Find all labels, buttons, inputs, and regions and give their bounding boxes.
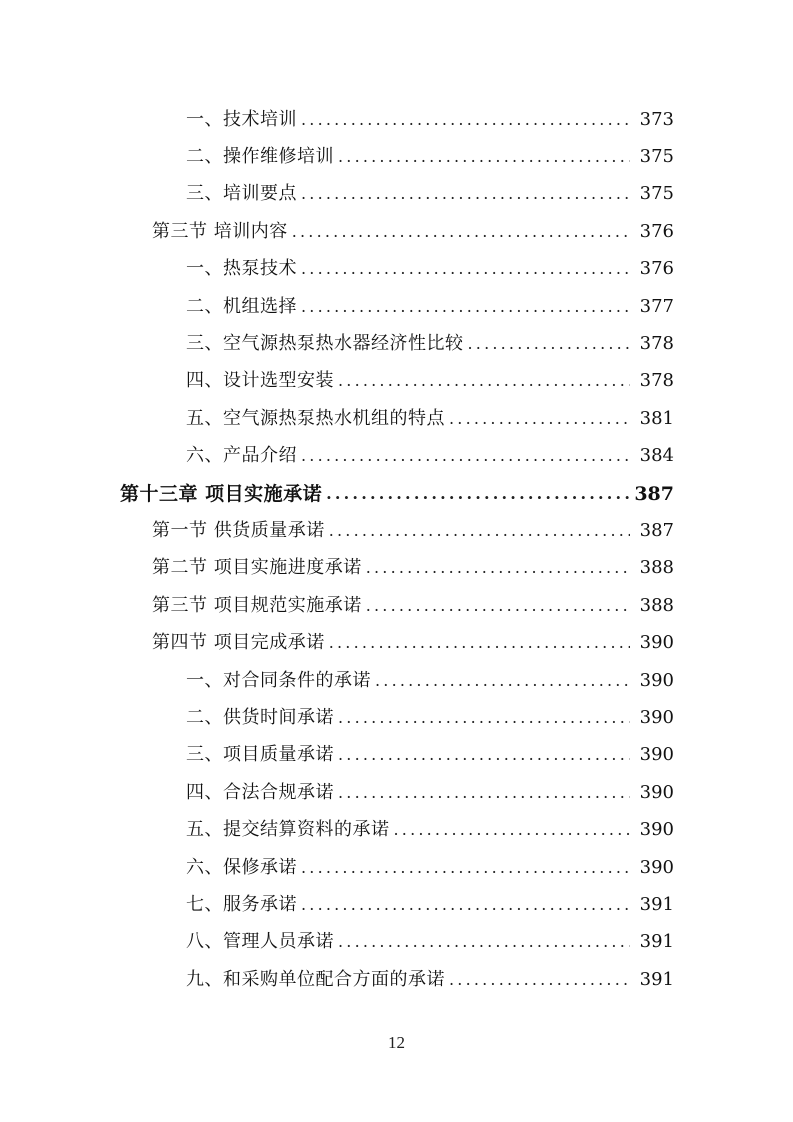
toc-leader-dots: [449, 969, 630, 991]
toc-entry-page: 390: [639, 706, 674, 728]
toc-leader-dots: [329, 520, 630, 542]
toc-entry-page: 376: [639, 220, 674, 242]
toc-leader-dots: [338, 146, 630, 168]
toc-entry-page: 375: [639, 146, 674, 168]
toc-entry-label: 二、供货时间承诺: [186, 706, 334, 728]
toc-entry-page: 378: [639, 333, 674, 355]
toc-leader-dots: [449, 408, 630, 430]
toc-entry-project-quality[interactable]: [0, 737, 793, 774]
toc-entry-page: 387: [634, 482, 674, 505]
toc-entry-label: 七、服务承诺: [186, 893, 297, 915]
toc-entry-page: 391: [639, 893, 674, 915]
toc-entry-label: 第四节 项目完成承诺: [152, 632, 325, 654]
toc-entry-label: 二、操作维修培训: [186, 146, 334, 168]
toc-entry-label: 一、技术培训: [186, 108, 297, 130]
toc-entry-page: 388: [639, 557, 674, 579]
toc-entry-section-supply-quality[interactable]: [0, 512, 793, 549]
toc-entry-operation-maintenance-training[interactable]: [0, 138, 793, 175]
toc-entry-page: 390: [639, 819, 674, 841]
toc-leader-dots: [301, 445, 630, 467]
toc-entry-label: 第三节 培训内容: [152, 220, 288, 242]
table-of-contents: [0, 101, 793, 998]
toc-leader-dots: [394, 819, 631, 841]
toc-entry-label: 九、和采购单位配合方面的承诺: [186, 968, 445, 990]
toc-leader-dots: [301, 296, 630, 318]
toc-entry-management-personnel[interactable]: [0, 924, 793, 961]
toc-entry-page: 387: [639, 519, 674, 541]
toc-entry-page: 384: [639, 445, 674, 467]
toc-leader-dots: [338, 782, 630, 804]
toc-entry-section-standard-implementation[interactable]: [0, 587, 793, 624]
toc-entry-label: 五、提交结算资料的承诺: [186, 819, 390, 841]
toc-entry-economic-comparison[interactable]: [0, 325, 793, 362]
toc-leader-dots: [338, 931, 630, 953]
toc-entry-page: 381: [639, 407, 674, 429]
toc-leader-dots: [301, 258, 630, 280]
toc-entry-label: 第一节 供货质量承诺: [152, 519, 325, 541]
toc-leader-dots: [338, 744, 630, 766]
toc-entry-legal-compliance[interactable]: [0, 774, 793, 811]
toc-entry-label: 四、设计选型安装: [186, 370, 334, 392]
toc-entry-unit-selection[interactable]: [0, 288, 793, 325]
toc-entry-page: 388: [639, 594, 674, 616]
toc-leader-dots: [329, 632, 630, 654]
toc-entry-label: 五、空气源热泵热水机组的特点: [186, 407, 445, 429]
toc-entry-label: 六、保修承诺: [186, 856, 297, 878]
toc-entry-page: 377: [639, 295, 674, 317]
toc-leader-dots: [301, 894, 630, 916]
toc-entry-page: 390: [639, 632, 674, 654]
page-number: 12: [388, 1033, 405, 1052]
toc-entry-section-schedule[interactable]: [0, 550, 793, 587]
toc-entry-page: 390: [639, 744, 674, 766]
toc-leader-dots: [366, 595, 630, 617]
toc-entry-heat-pump-technology[interactable]: [0, 251, 793, 288]
toc-entry-label: 三、项目质量承诺: [186, 744, 334, 766]
toc-entry-page: 375: [639, 183, 674, 205]
toc-entry-page: 390: [639, 781, 674, 803]
toc-leader-dots: [301, 857, 630, 879]
toc-entry-page: 390: [639, 856, 674, 878]
toc-entry-page: 390: [639, 669, 674, 691]
toc-entry-page: 373: [639, 108, 674, 130]
toc-entry-contract-conditions[interactable]: [0, 662, 793, 699]
toc-leader-dots: [338, 707, 630, 729]
toc-entry-page: 391: [639, 931, 674, 953]
toc-entry-page: 391: [639, 968, 674, 990]
toc-entry-design-selection-installation[interactable]: [0, 363, 793, 400]
toc-entry-service[interactable]: [0, 886, 793, 923]
toc-leader-dots: [468, 333, 631, 355]
toc-entry-settlement-documents[interactable]: [0, 811, 793, 848]
toc-leader-dots: [326, 483, 630, 505]
toc-leader-dots: [301, 183, 630, 205]
toc-entry-training-key-points[interactable]: [0, 176, 793, 213]
toc-entry-page: 376: [639, 258, 674, 280]
toc-leader-dots: [301, 109, 630, 131]
toc-entry-label: 一、对合同条件的承诺: [186, 669, 371, 691]
toc-entry-label: 一、热泵技术: [186, 258, 297, 280]
toc-entry-label: 六、产品介绍: [186, 445, 297, 467]
toc-entry-label: 三、空气源热泵热水器经济性比较: [186, 333, 464, 355]
toc-entry-supply-time[interactable]: [0, 699, 793, 736]
toc-entry-label: 第二节 项目实施进度承诺: [152, 557, 362, 579]
toc-leader-dots: [375, 670, 630, 692]
toc-entry-product-introduction[interactable]: [0, 438, 793, 475]
toc-entry-warranty[interactable]: [0, 849, 793, 886]
toc-entry-technical-training[interactable]: [0, 101, 793, 138]
toc-leader-dots: [338, 370, 630, 392]
toc-entry-label: 第十三章 项目实施承诺: [120, 482, 323, 505]
toc-entry-chapter-13[interactable]: [0, 475, 793, 512]
toc-entry-section-training-content[interactable]: [0, 213, 793, 250]
toc-leader-dots: [292, 221, 630, 243]
toc-leader-dots: [366, 557, 630, 579]
toc-entry-label: 八、管理人员承诺: [186, 931, 334, 953]
toc-entry-purchaser-cooperation[interactable]: [0, 961, 793, 998]
toc-entry-label: 二、机组选择: [186, 295, 297, 317]
toc-entry-label: 三、培训要点: [186, 183, 297, 205]
toc-entry-unit-features[interactable]: [0, 400, 793, 437]
toc-entry-label: 四、合法合规承诺: [186, 781, 334, 803]
toc-entry-section-completion[interactable]: [0, 624, 793, 661]
toc-entry-label: 第三节 项目规范实施承诺: [152, 594, 362, 616]
toc-entry-page: 378: [639, 370, 674, 392]
